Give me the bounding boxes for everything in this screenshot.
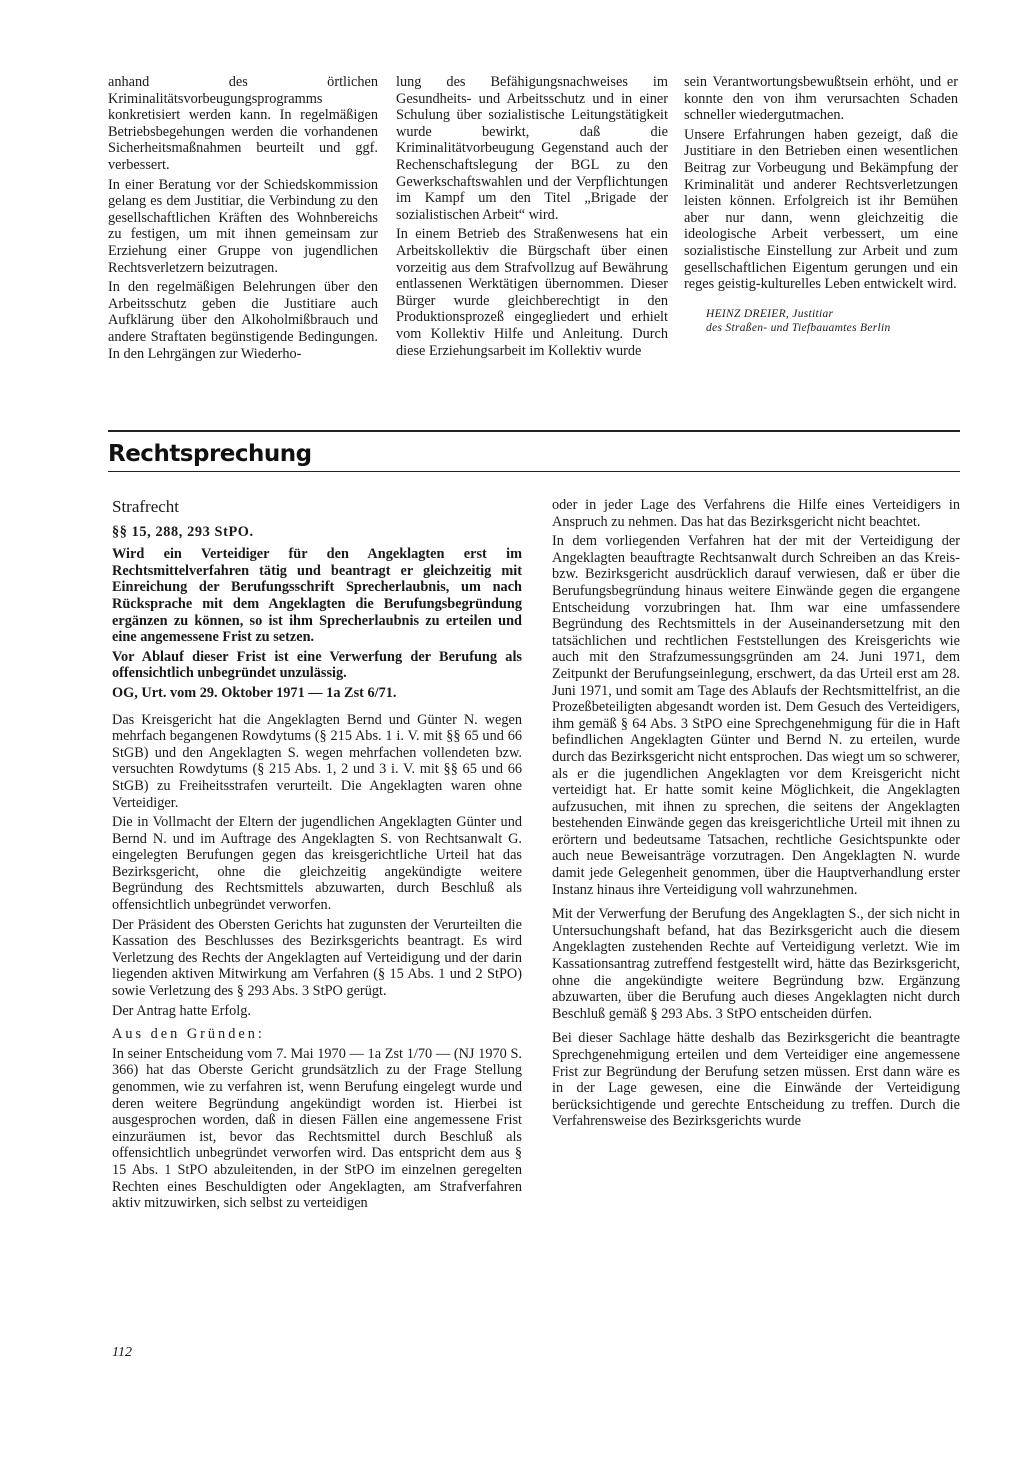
paragraph: In den regelmäßigen Belehrungen über den Arbeitsschutz geben die Justitiare auch Aufklärung über den Alkoholmißbrauch und andere Straftaten begünstigende Bedingungen. In den Lehrgängen zur Wiederho-: [108, 279, 378, 362]
judgment-column-right: [552, 497, 960, 1133]
paragraph: Der Antrag hatte Erfolg.: [112, 1002, 251, 1019]
article-column-2: [396, 74, 668, 362]
paragraph: Bei dieser Sachlage hätte deshalb das Bezirksgericht die beantragte Sprechgenehmigung erteilen und dem Verteidiger eine angemessene Frist zur Begründung der Berufung setzen müssen. Erst dann wäre es in der Lage gewesen, eine die Einwände der Verteidigung berücksichtigende und gerechte Entscheidung zu treffen. Durch die Verfahrensweise des Bezirksgerichts wurde: [552, 1030, 960, 1130]
paragraph: sein Verantwortungsbewußtsein erhöht, und er konnte den von ihm verursachten Schaden schneller wiedergutmachen.: [684, 74, 958, 124]
grounds-heading: Aus den Gründen:: [112, 1026, 265, 1043]
paragraph: Mit der Verwerfung der Berufung des Angeklagten S., der sich nicht in Untersuchungshaft befand, hat das Bezirksgericht auch die diesem Angeklagten zustehenden Rechte auf Verteidigung verletzt. Wie im Kassationsantrag zutreffend festgestellt wird, hätte das Bezirksgericht, ohne die angekündigte weitere Begründung bzw. Ergänzung abzuwarten, über die Berufung auch dieses Angeklagten nicht durch Beschluß gemäß § 293 Abs. 3 StPO entscheiden dürfen.: [552, 906, 960, 1022]
section-rule-bottom: [108, 471, 960, 472]
decision-citation: OG, Urt. vom 29. Oktober 1971 — 1a Zst 6/71.: [112, 684, 397, 701]
paragraph: Unsere Erfahrungen haben gezeigt, daß die Justitiare in den Betrieben einen wesentlichen Beitrag zur Vorbeugung und Bekämpfung der Kriminalität und anderer Rechtsverletzungen leisten können. Erfolgreich ist ihr Bemühen aber nur dann, wenn gleichzeitig die ideologische Arbeit verbessert, um eine sozialistische Einstellung zur Arbeit und zum gesellschaftlichen Eigentum gerungen und ein reges geistig-kulturelles Leben entwickelt wird.: [684, 126, 958, 293]
section-title: Rechtsprechung: [108, 441, 312, 467]
statute-reference: §§ 15, 288, 293 StPO.: [112, 523, 254, 540]
section-rule-top: [108, 430, 960, 432]
headnote: Wird ein Verteidiger für den Angeklagten erst im Rechtsmittelverfahren tätig und beantragt er gleichzeitig mit Einreichung der Berufungsschrift Sprecherlaubnis, um nach Rücksprache mit dem Angeklagten die Berufungsbegründung ergänzen zu können, so ist ihm Sprecherlaubnis zu erteilen und eine angemessene Frist zu setzen.: [112, 546, 522, 646]
paragraph: In dem vorliegenden Verfahren hat der mit der Verteidigung der Angeklagten beauftragte Rechtsanwalt durch Schreiben an das Kreis- bzw. Bezirksgericht ausdrücklich darauf verwiesen, daß er über die Berufungsbegründung hinaus weitere Einwände gegen die ergangene Entscheidung vorzubringen hat. Ihm war eine umfassendere Begründung des Rechtsmittels in der Auseinandersetzung mit den tatsächlichen und rechtlichen Feststellungen des Kreisgerichts wie auch mit den Strafzumessungsgründen am 24. Juni 1971, dem Zeitpunkt der Berufungseinlegung, erschwert, da das Urteil erst am 28. Juni 1971, und somit am Tage des Ablaufs der Rechtsmittelfrist, an die Prozeßbeteiligten abgesandt worden ist. Dem Gesuch des Verteidigers, ihm gemäß § 64 Abs. 3 StPO eine Sprechgenehmigung für die in Haft befindlichen Angeklagten Günter und Bernd N. zu erteilen, wurde durch das Bezirksgericht nicht entsprochen. Das wiegt um so schwerer, als er die jugendlichen Angeklagten vor dem Kreisgericht nicht verteidigt hat. Er hatte somit keine Möglichkeit, die Angeklagten aufzusuchen, mit ihnen zu sprechen, die seitens der Angeklagten bestehenden Einwände gegen das kreisgerichtliche Urteil mit ihnen zu erörtern und bedeutsame Tatsachen, rechtliche Gesichtspunkte oder auch neue Beweisanträge vorzutragen. Den Angeklagten N. wurde damit jede Gelegenheit genommen, über die Hauptverhandlung erster Instanz hinaus ihre Verteidigung voll wahrzunehmen.: [552, 533, 960, 898]
paragraph: Der Präsident des Obersten Gerichts hat zugunsten der Verurteilten die Kassation des Beschlusses des Bezirksgerichts beantragt. Es wird Verletzung des Rechts der Angeklagten auf Verteidigung und der darin liegenden aktiven Mitwirkung am Verfahren (§ 15 Abs. 1 und 2 StPO) sowie Verletzung des § 293 Abs. 3 StPO gerügt.: [112, 916, 522, 1000]
paragraph: In seiner Entscheidung vom 7. Mai 1970 — 1a Zst 1/70 — (NJ 1970 S. 366) hat das Oberste Gericht grundsätzlich zu der Frage Stellung genommen, wie zu verfahren ist, wenn Berufung eingelegt wurde und deren weitere Begründung angekündigt worden ist. Hierbei ist ausgesprochen worden, daß in diesen Fällen eine angemessene Frist einzuräumen ist, bevor das Rechtsmittel durch Beschluß als offensichtlich unbegründet verworfen wird. Das entspricht dem aus § 15 Abs. 1 StPO abzuleitenden, in der StPO im einzelnen geregelten Rechten eines Beschuldigten oder Angeklagten, am Strafverfahren aktiv mitzuwirken, sich selbst zu verteidigen: [112, 1045, 522, 1212]
judgment-column-left: [112, 499, 522, 1215]
paragraph: Die in Vollmacht der Eltern der jugendlichen Angeklagten Günter und Bernd N. und im Auftrage des Angeklagten S. von Rechtsanwalt G. eingelegten Berufungen gegen das kreisgerichtliche Urteil hat das Bezirksgericht, ohne die gleichzeitig angekündigte weitere Begründung des Rechtsmittels abzuwarten, durch Beschluß als offensichtlich unbegründet verworfen.: [112, 814, 522, 914]
article-column-1: [108, 74, 378, 365]
author-signature: [684, 307, 958, 335]
signature-line: HEINZ DREIER, Justitiar: [706, 307, 834, 320]
article-column-3: [684, 74, 958, 338]
subsection-heading: Strafrecht: [112, 497, 180, 516]
headnote: Vor Ablauf dieser Frist ist eine Verwerfung der Berufung als offensichtlich unbegründet unzulässig.: [112, 648, 522, 682]
paragraph: In einer Beratung vor der Schiedskommission gelang es dem Justitiar, die Verbindung zu den gesellschaftlichen Kräften des Wohnbereichs zu festigen, um mit ihnen gemeinsam zur Erziehung einer Gruppe von jugendlichen Rechtsverletzern beizutragen.: [108, 176, 378, 276]
paragraph: anhand des örtlichen Kriminalitätsvorbeugungsprogramms konkretisiert werden kann. In regelmäßigen Betriebsbegehungen werden die vorhandenen Sicherheitsmaßnahmen beurteilt und ggf. verbessert.: [108, 74, 378, 173]
signature-line: des Straßen- und Tiefbauamtes Berlin: [706, 321, 891, 334]
paragraph: Das Kreisgericht hat die Angeklagten Bernd und Günter N. wegen mehrfach begangenen Rowdytums (§ 215 Abs. 1 i. V. mit §§ 65 und 66 StGB) und den Angeklagten S. wegen mehrfachen vollendeten bzw. versuchten Rowdytums (§ 215 Abs. 1, 2 und 3 i. V. mit §§ 65 und 66 StGB) zu Freiheitsstrafen verurteilt. Die Angeklagten waren ohne Verteidiger.: [112, 711, 522, 811]
paragraph: lung des Befähigungsnachweises im Gesundheits- und Arbeitsschutz und in einer Schulung über sozialistische Leitungstätigkeit wurde bewirkt, daß die Kriminalitätvorbeugung Gegenstand auch der Rechenschaftslegung der BGL zu den Gewerkschaftswahlen und der Verpflichtungen im Kampf um den Titel „Brigade der sozialistischen Arbeit“ wird.: [396, 74, 668, 223]
page-number: 112: [112, 1345, 132, 1360]
paragraph: In einem Betrieb des Straßenwesens hat ein Arbeitskollektiv die Bürgschaft über einen vorzeitig aus dem Strafvollzug auf Bewährung entlassenen Werktätigen übernommen. Dieser Bürger wurde gleichberechtigt in den Produktionsprozeß eingegliedert und erhielt vom Kollektiv Hilfe und Anleitung. Durch diese Erziehungsarbeit im Kollektiv wurde: [396, 226, 668, 359]
paragraph: oder in jeder Lage des Verfahrens die Hilfe eines Verteidigers in Anspruch zu nehmen. Das hat das Bezirksgericht nicht beachtet.: [552, 497, 960, 530]
